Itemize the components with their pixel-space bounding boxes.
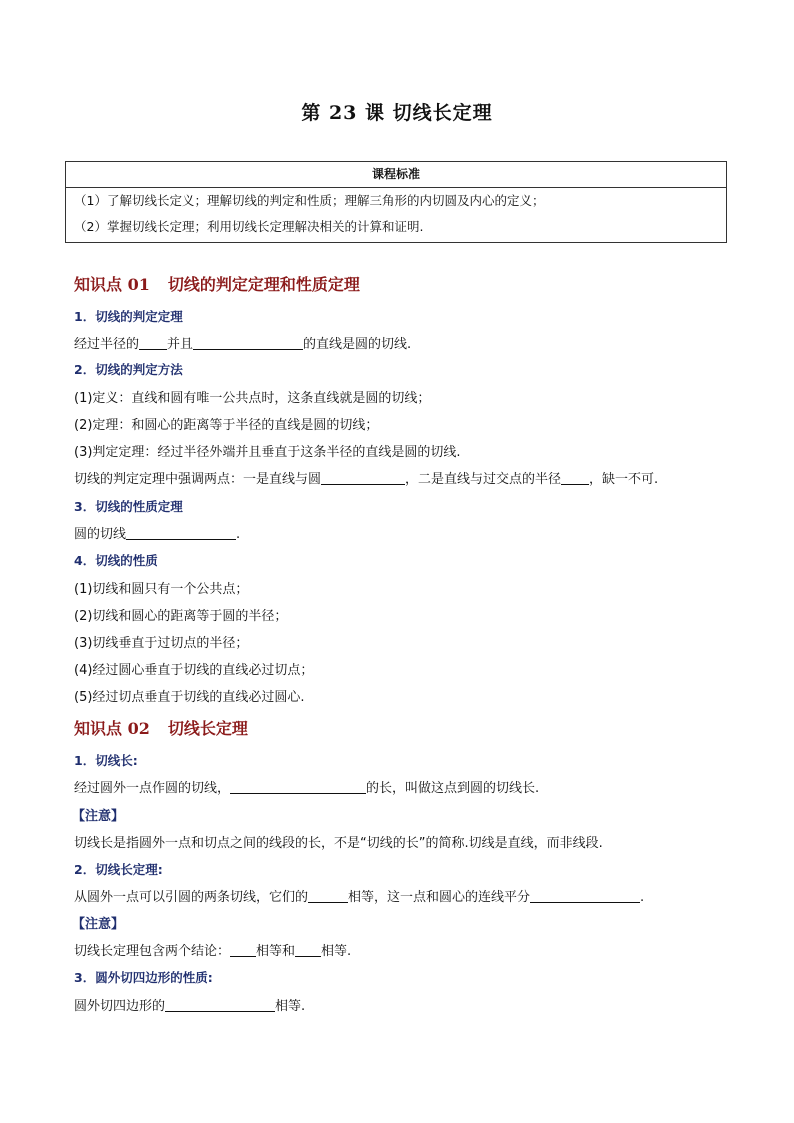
fill-blank[interactable]: [321, 471, 405, 485]
method-definition: (1)定义：直线和圆有唯一公共点时，这条直线就是圆的切线；: [74, 391, 431, 406]
fill-blank[interactable]: [308, 889, 348, 903]
page-title: 第 23 课 切线长定理: [301, 102, 493, 124]
section-heading-01: [74, 272, 360, 295]
fill-blank[interactable]: [193, 336, 303, 350]
text-segment: ，二是直线与过交点的半径: [405, 472, 562, 487]
text-segment: ，缺一不可.: [589, 472, 659, 487]
text-segment: 相等，这一点和圆心的连线平分: [348, 890, 531, 905]
fill-blank[interactable]: [230, 780, 366, 794]
subheading-tangent-methods: 2．切线的判定方法: [74, 362, 183, 377]
note-text-1: 切线长是指圆外一点和切点之间的线段的长，不是“切线的长”的简称.切线是直线，而非线段.: [74, 836, 603, 851]
section-heading-02: [74, 716, 248, 739]
section-title-02: 切线长定理: [167, 719, 248, 738]
subheading-tangent-criterion: 1．切线的判定定理: [74, 309, 183, 324]
subheading-circumscribed-quadrilateral: 3．圆外切四边形的性质:: [74, 970, 213, 985]
text-segment: 从圆外一点可以引圆的两条切线，它们的: [74, 890, 309, 905]
property-item-2: (2)切线和圆心的距离等于圆的半径；: [74, 609, 288, 624]
property-item-5: (5)经过切点垂直于切线的直线必过圆心.: [74, 690, 305, 705]
section-number-02: 知识点 02: [74, 719, 150, 738]
fill-blank[interactable]: [295, 943, 321, 957]
subheading-tangent-length-theorem: 2．切线长定理:: [74, 862, 163, 877]
property-item-4: (4)经过圆心垂直于切线的直线必过切点；: [74, 663, 314, 678]
method-theorem: (2)定理：和圆心的距离等于半径的直线是圆的切线；: [74, 418, 379, 433]
text-segment: 经过圆外一点作圆的切线，: [74, 781, 231, 796]
text-segment: 圆的切线: [74, 527, 127, 542]
fill-blank[interactable]: [126, 526, 236, 540]
text-segment: 切线的判定定理中强调两点：一是直线与圆: [74, 472, 322, 487]
subheading-tangent-properties: 4．切线的性质: [74, 553, 158, 568]
text-segment: .: [236, 527, 241, 542]
fill-blank[interactable]: [530, 889, 640, 903]
text-segment: 切线长定理包含两个结论：: [74, 944, 231, 959]
text-segment: 圆外切四边形的: [74, 999, 166, 1014]
course-standard-line-1: （1）了解切线长定义；理解切线的判定和性质；理解三角形的内切圆及内心的定义；: [74, 193, 545, 208]
text-segment: 相等.: [275, 999, 306, 1014]
section-number-01: 知识点 01: [74, 275, 150, 294]
subheading-tangent-property-theorem: 3．切线的性质定理: [74, 499, 183, 514]
text-segment: 相等.: [321, 944, 352, 959]
text-segment: 相等和: [256, 944, 296, 959]
text-segment: 的长，叫做这点到圆的切线长.: [366, 781, 540, 796]
tangent-length-theorem-conclusions: [74, 940, 351, 959]
course-standard-box: [65, 161, 727, 243]
text-segment: .: [640, 890, 645, 905]
subheading-tangent-length: 1．切线长:: [74, 753, 138, 768]
circumscribed-quadrilateral-statement: [74, 995, 305, 1014]
course-standard-header: 课程标准: [66, 162, 726, 188]
note-label-1: 【注意】: [72, 809, 125, 824]
property-item-3: (3)切线垂直于过切点的半径；: [74, 636, 249, 651]
property-item-1: (1)切线和圆只有一个公共点；: [74, 582, 249, 597]
property-theorem-statement: [74, 523, 240, 542]
fill-blank[interactable]: [165, 998, 275, 1012]
section-title-01: 切线的判定定理和性质定理: [167, 275, 360, 294]
fill-blank[interactable]: [561, 471, 589, 485]
tangent-criterion-statement: [74, 333, 411, 352]
fill-blank[interactable]: [230, 943, 256, 957]
method-criterion: (3)判定定理：经过半径外端并且垂直于这条半径的直线是圆的切线.: [74, 445, 461, 460]
emphasis-statement: [74, 468, 658, 487]
text-segment: 经过半径的: [74, 337, 140, 352]
course-standard-line-2: （2）掌握切线长定理；利用切线长定理解决相关的计算和证明.: [74, 219, 424, 234]
text-segment: 并且: [167, 337, 194, 352]
tangent-length-theorem-statement: [74, 886, 644, 905]
note-label-2: 【注意】: [72, 917, 125, 932]
tangent-length-definition: [74, 777, 539, 796]
text-segment: 的直线是圆的切线.: [303, 337, 412, 352]
fill-blank[interactable]: [139, 336, 167, 350]
